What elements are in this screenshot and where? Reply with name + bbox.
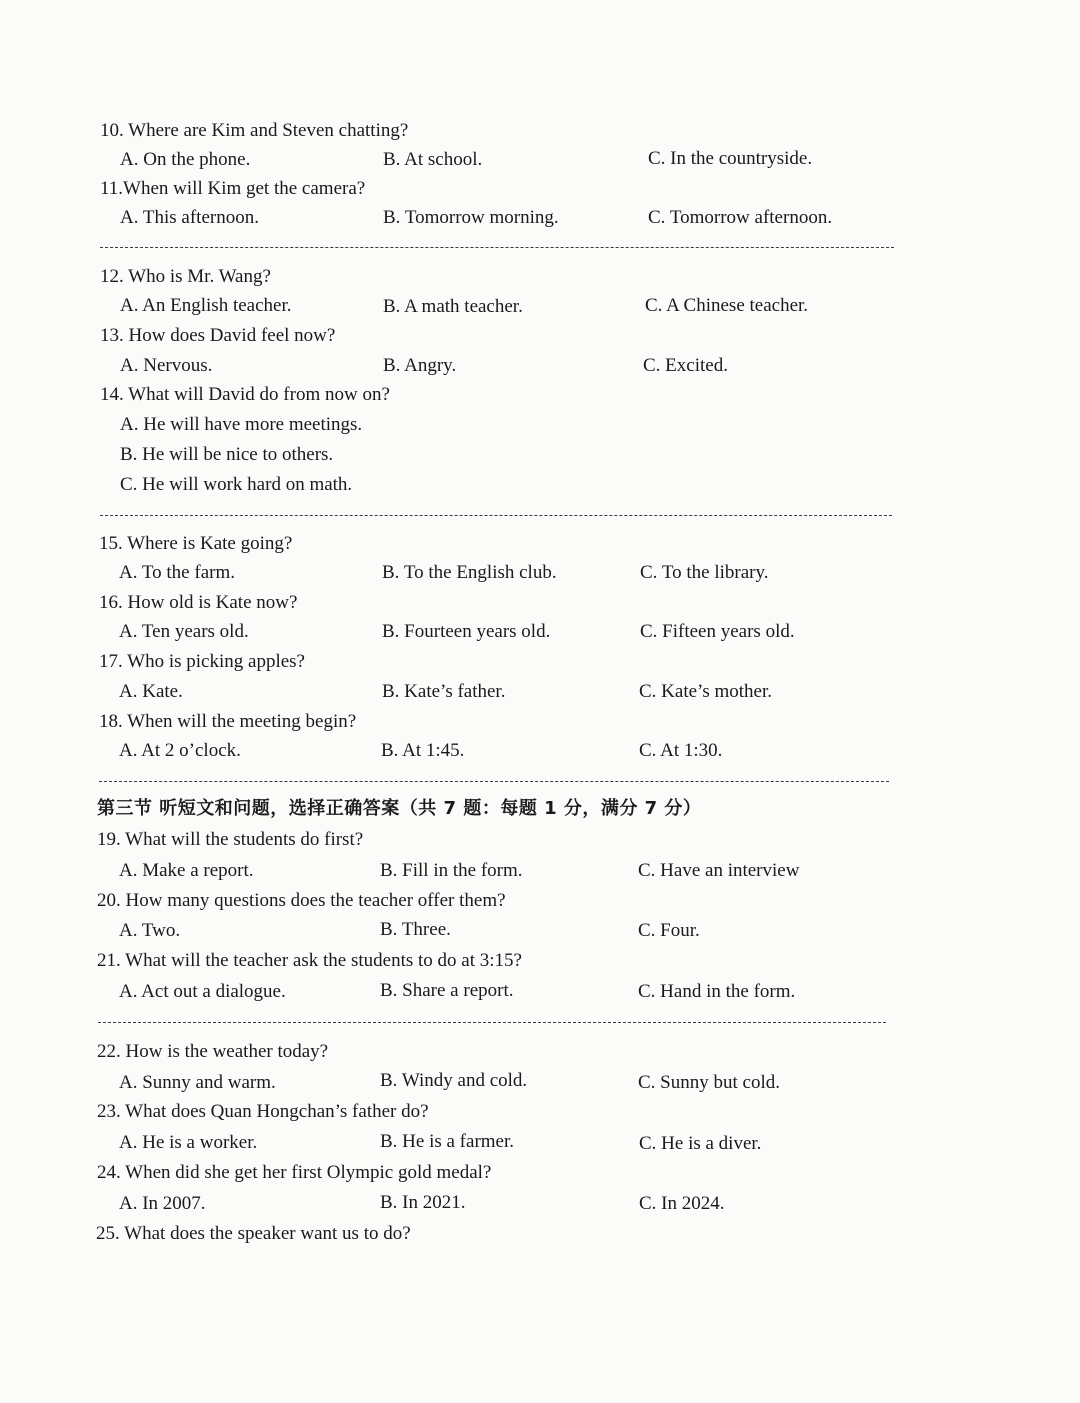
question-number: 19. [97,829,121,850]
option-b: B. Fourteen years old. [382,621,551,642]
option-c: C. A Chinese teacher. [645,295,809,316]
option-b: B. At school. [383,149,483,170]
option-c: C. He is a diver. [639,1133,762,1154]
question-number: 25. [96,1223,120,1244]
option-c: C. He will work hard on math. [120,474,353,495]
question-number: 15. [99,533,123,554]
option-b: B. Tomorrow morning. [383,207,559,228]
option-b: B. Windy and cold. [380,1070,528,1091]
question-text: Who is Mr. Wang? [128,266,271,287]
option-c: C. Sunny but cold. [638,1072,780,1093]
question-number: 12. [100,266,124,287]
option-a: A. In 2007. [119,1193,206,1214]
question-text: When will the meeting begin? [127,711,357,732]
option-b: B. At 1:45. [381,740,465,761]
dashed-divider [100,247,894,248]
question-21 [97,951,522,970]
option-a: A. To the farm. [119,562,235,583]
option-c: C. To the library. [640,562,769,583]
question-number: 20. [97,890,121,911]
option-b: B. Three. [380,919,451,940]
option-b: B. Kate’s father. [382,681,506,702]
option-a: A. On the phone. [120,149,251,170]
question-text: How does David feel now? [128,325,336,346]
question-18 [99,712,356,731]
question-number: 10. [100,120,124,141]
dashed-divider [98,1022,886,1023]
option-c: C. Tomorrow afternoon. [648,207,833,228]
option-b: B. Fill in the form. [380,860,523,881]
option-a: A. Sunny and warm. [119,1072,276,1093]
question-text: What does Quan Hongchan’s father do? [125,1101,429,1122]
option-c: C. Kate’s mother. [639,681,772,702]
option-c: C. Excited. [643,355,728,376]
option-c: C. Four. [638,920,700,941]
question-number: 13. [100,325,124,346]
question-text: Who is picking apples? [127,651,305,672]
option-c: C. In 2024. [639,1193,725,1214]
option-b: B. He will be nice to others. [120,444,334,465]
question-number: 11. [100,178,124,199]
question-text: What will the teacher ask the students to do at 3:15? [125,950,522,971]
option-a: A. At 2 o’clock. [119,740,241,761]
question-number: 14. [100,384,124,405]
option-a: A. This afternoon. [120,207,259,228]
question-17 [99,652,305,671]
question-text: What will David do from now on? [128,384,390,405]
question-14 [100,385,390,404]
question-number: 23. [97,1101,121,1122]
dashed-divider [100,515,892,516]
option-c: C. Fifteen years old. [640,621,795,642]
option-b: B. He is a farmer. [380,1131,515,1152]
option-b: B. In 2021. [380,1192,466,1213]
option-a: A. Nervous. [120,355,213,376]
option-b: B. Angry. [383,355,457,376]
question-number: 17. [99,651,123,672]
question-22 [97,1042,328,1061]
question-12 [100,267,271,286]
option-c: C. At 1:30. [639,740,723,761]
question-number: 21. [97,950,121,971]
question-text: How many questions does the teacher offer them? [125,890,506,911]
option-b: B. Share a report. [380,980,514,1001]
question-text: Where are Kim and Steven chatting? [128,120,409,141]
question-25 [96,1224,411,1243]
question-number: 16. [99,592,123,613]
question-24 [97,1163,491,1182]
option-a: A. An English teacher. [120,295,292,316]
question-11 [100,179,365,198]
option-a: A. Act out a dialogue. [119,981,286,1002]
question-text: What does the speaker want us to do? [124,1223,411,1244]
option-b: B. To the English club. [382,562,557,583]
question-10 [100,121,408,140]
question-text: How is the weather today? [125,1041,329,1062]
dashed-divider [99,781,889,782]
question-text: Where is Kate going? [127,533,293,554]
option-b: B. A math teacher. [383,296,523,317]
question-23 [97,1102,429,1121]
question-20 [97,891,506,910]
option-a: A. Kate. [119,681,183,702]
question-19 [97,830,363,849]
question-text: When did she get her first Olympic gold medal? [125,1162,492,1183]
option-a: A. He is a worker. [119,1132,258,1153]
option-a: A. Two. [119,920,181,941]
question-number: 24. [97,1162,121,1183]
option-c: C. In the countryside. [648,148,813,169]
question-text: How old is Kate now? [127,592,298,613]
question-13 [100,326,335,345]
question-number: 22. [97,1041,121,1062]
option-a: A. He will have more meetings. [120,414,363,435]
question-text: What will the students do first? [125,829,364,850]
question-number: 18. [99,711,123,732]
option-c: C. Hand in the form. [638,981,796,1002]
option-c: C. Have an interview [638,860,800,881]
option-a: A. Ten years old. [119,621,249,642]
option-a: A. Make a report. [119,860,254,881]
question-15 [99,534,292,553]
section-title: 第三节 听短文和问题，选择正确答案（共 7 题：每题 1 分，满分 7 分） [97,798,702,819]
question-16 [99,593,297,612]
question-text: When will Kim get the camera? [123,178,366,199]
